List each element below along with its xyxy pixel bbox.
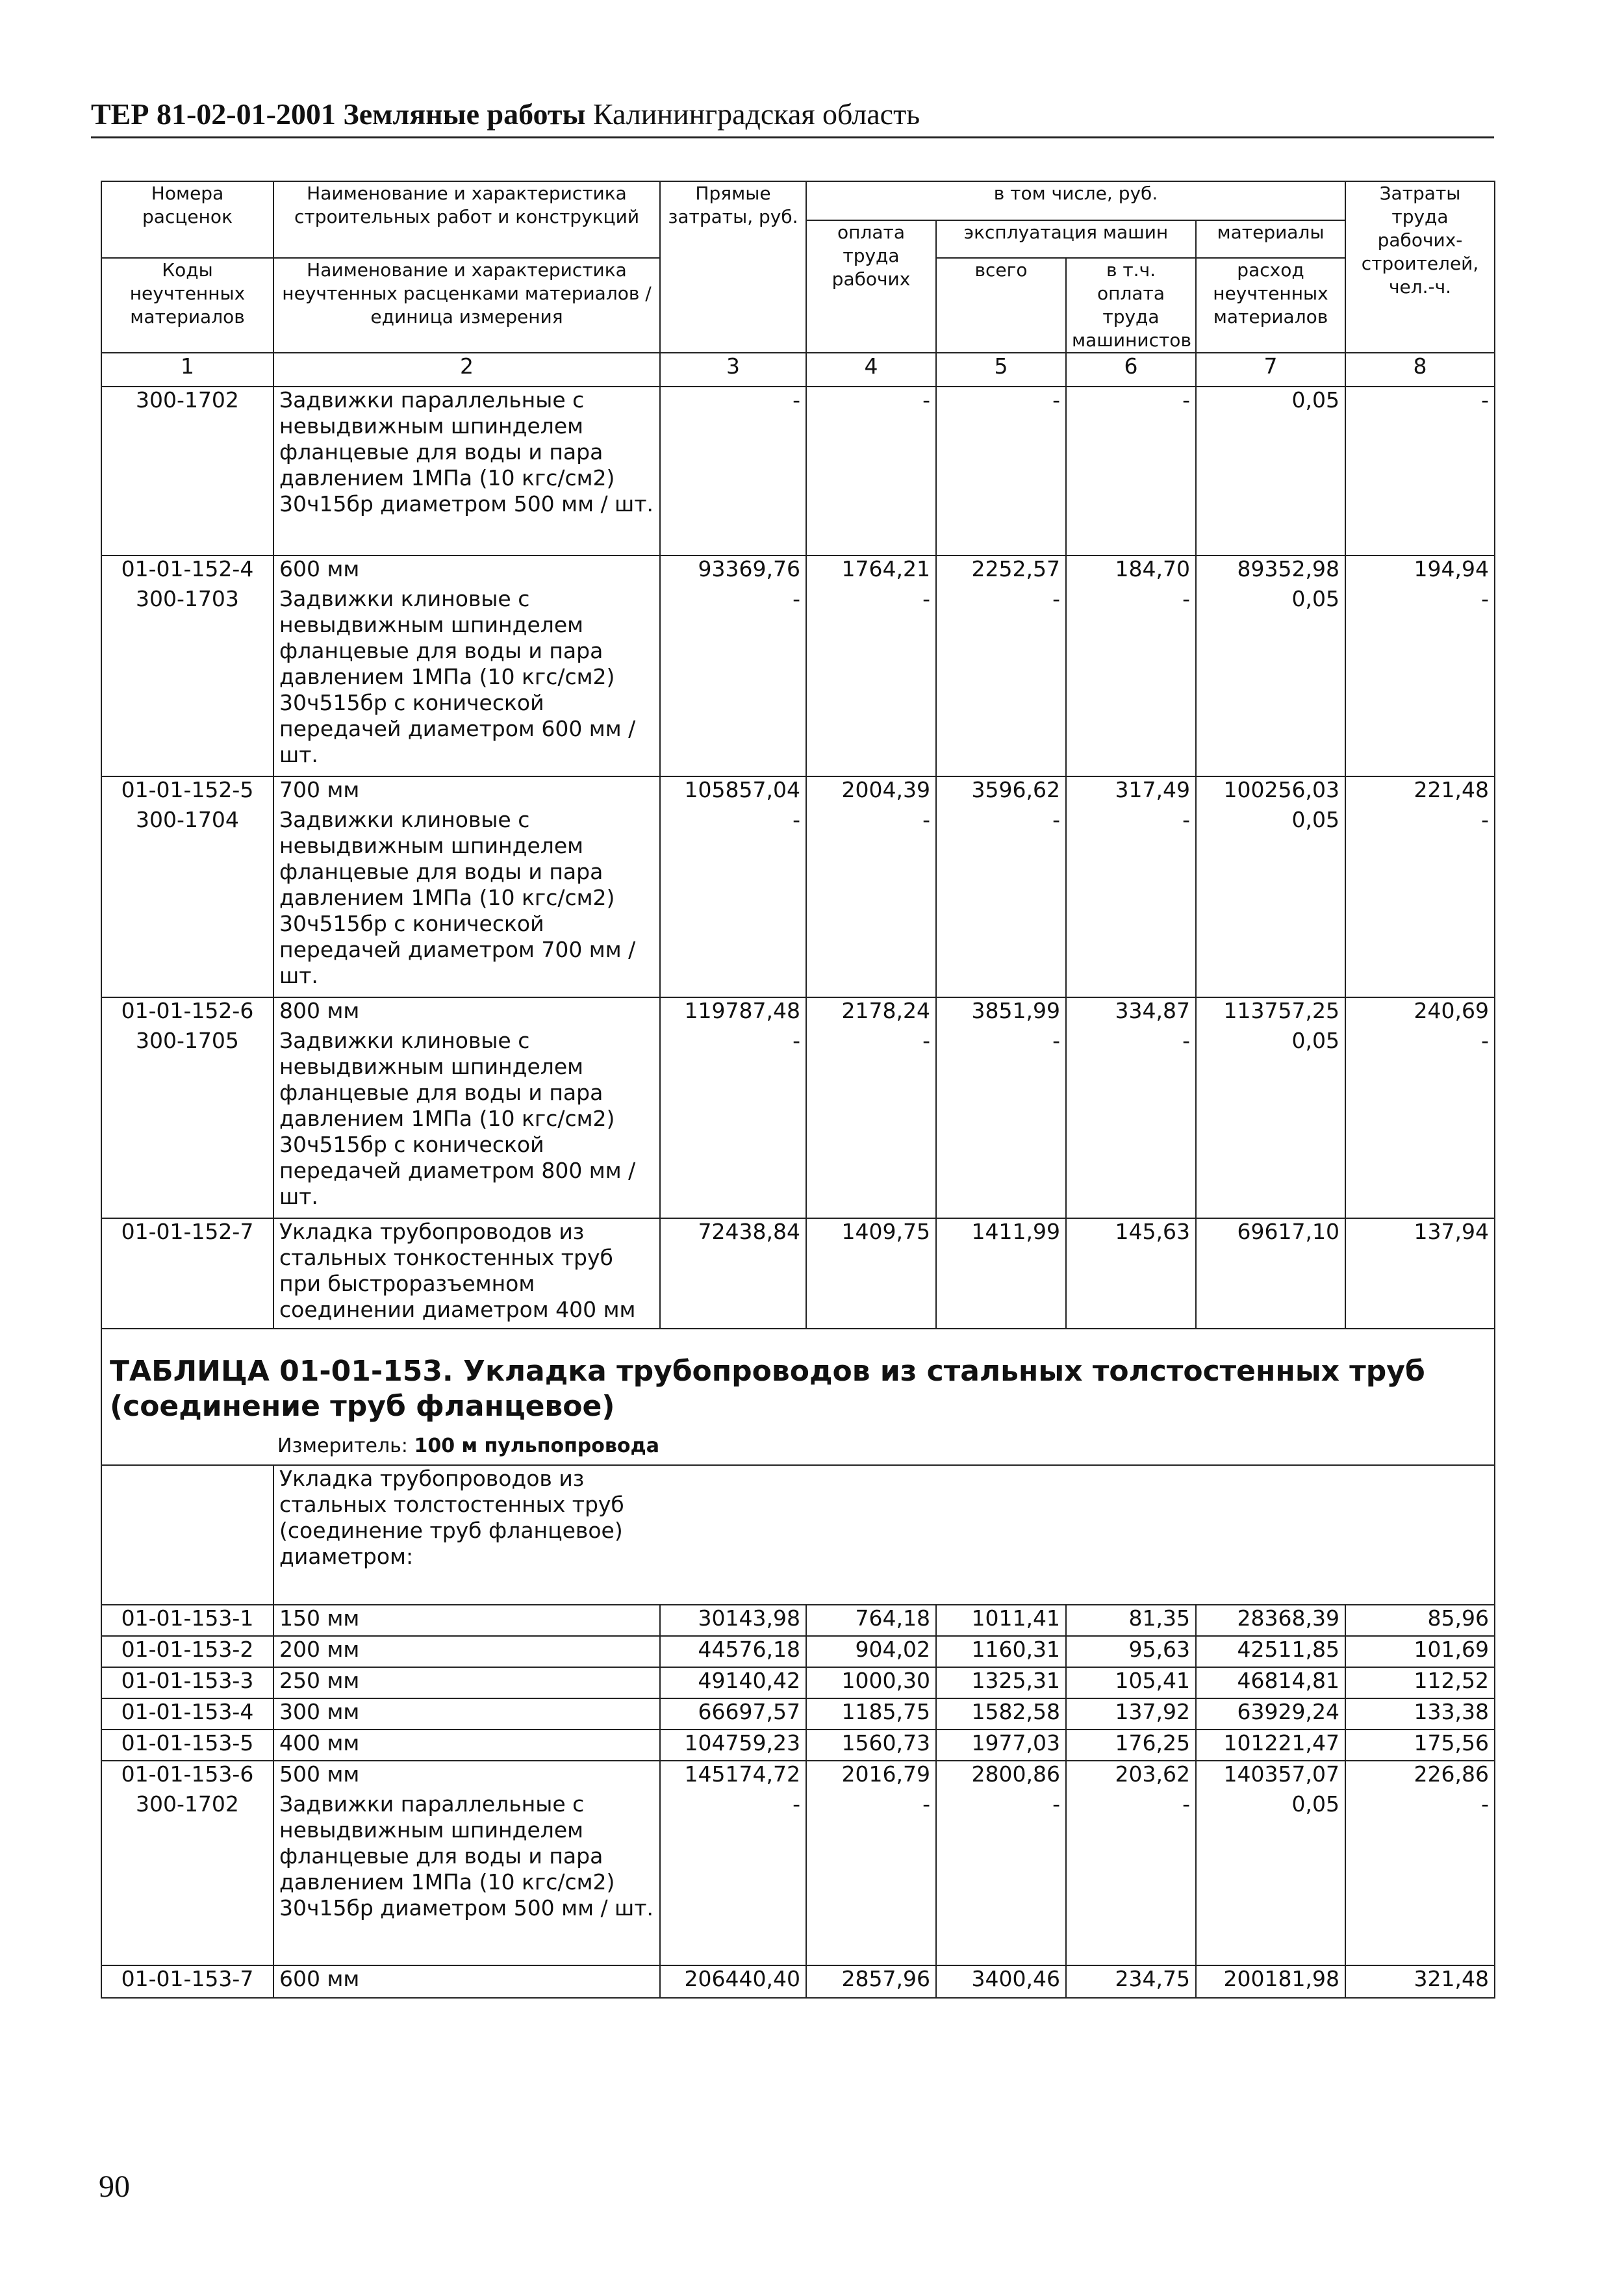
table-title: ТАБЛИЦА 01-01-153. Укладка трубопроводов из стальных толстостенных труб (соединение труб фланцевое) bbox=[110, 1355, 1425, 1423]
header-machines-total: всего bbox=[936, 258, 1066, 353]
value-direct-costs: 206440,40 bbox=[660, 1965, 806, 1998]
value-direct-costs: 105857,04 bbox=[684, 777, 800, 802]
header-material-consumption: расход неучтенных материалов bbox=[1196, 258, 1345, 353]
header-materials: материалы bbox=[1196, 220, 1345, 258]
table-row bbox=[101, 1761, 1495, 1965]
value-direct-costs: - bbox=[793, 586, 800, 611]
column-number: 7 bbox=[1196, 353, 1345, 387]
value-labor-hours: - bbox=[1481, 1791, 1489, 1817]
value-operator-pay: 137,92 bbox=[1066, 1698, 1196, 1730]
header-rate-numbers: Номера расценок bbox=[101, 181, 273, 258]
value-machines-total: - bbox=[1052, 586, 1060, 611]
value-machines-total: 2800,86 bbox=[971, 1761, 1060, 1787]
rate-description: 150 мм bbox=[273, 1605, 660, 1636]
value-machines-total: 1411,99 bbox=[936, 1218, 1066, 1329]
rate-description: 600 мм bbox=[273, 1965, 660, 1998]
value-operator-pay: 317,49 bbox=[1115, 777, 1190, 802]
rate-description: 700 мм bbox=[279, 777, 360, 802]
value-materials: 101221,47 bbox=[1196, 1730, 1345, 1761]
header-material-codes: Коды неучтенных материалов bbox=[101, 258, 273, 353]
value-machines-total: 1325,31 bbox=[936, 1667, 1066, 1698]
value-labor-hours: 194,94 bbox=[1414, 556, 1489, 581]
table-row bbox=[101, 1667, 1495, 1698]
value-materials: 42511,85 bbox=[1196, 1636, 1345, 1667]
page-number: 90 bbox=[99, 2169, 130, 2204]
rate-description: Укладка трубопроводов из стальных тонкостенных труб при быстроразъемном соединении диаметром 400 мм bbox=[273, 1218, 660, 1329]
value-operator-pay: 145,63 bbox=[1066, 1218, 1196, 1329]
value-worker-pay: 1185,75 bbox=[806, 1698, 936, 1730]
value-materials: 113757,25 bbox=[1223, 998, 1339, 1023]
table-row bbox=[101, 997, 1495, 1218]
value-direct-costs: 104759,23 bbox=[660, 1730, 806, 1761]
value-operator-pay: 95,63 bbox=[1066, 1636, 1196, 1667]
value-machines-total: - bbox=[1052, 1791, 1060, 1817]
material-description: Задвижки клиновые с невыдвижным шпинделем фланцевые для воды и пара давлением 1МПа (10 кгс/см2) 30ч515бр с конической передачей диаметром 700 мм / шт. bbox=[279, 807, 636, 988]
value-materials: 0,05 bbox=[1291, 1791, 1339, 1817]
rate-code: 01-01-153-3 bbox=[101, 1667, 273, 1698]
value-labor-hours: 112,52 bbox=[1345, 1667, 1495, 1698]
value-direct-costs: 66697,57 bbox=[660, 1698, 806, 1730]
column-number: 2 bbox=[273, 353, 660, 387]
value-labor-hours: 226,86 bbox=[1414, 1761, 1489, 1787]
header-labor-hours: Затраты труда рабочих-строителей, чел.-ч. bbox=[1345, 181, 1495, 353]
header-worker-pay: оплата труда рабочих bbox=[806, 220, 936, 353]
value-labor-hours: 221,48 bbox=[1414, 777, 1489, 802]
rate-description: 250 мм bbox=[273, 1667, 660, 1698]
column-number: 3 bbox=[660, 353, 806, 387]
value-direct-costs: 145174,72 bbox=[684, 1761, 800, 1787]
material-description: Задвижки параллельные с невыдвижным шпинделем фланцевые для воды и пара давлением 1МПа (10 кгс/см2) 30ч15бр диаметром 500 мм / шт. bbox=[273, 387, 660, 556]
value-operator-pay: - bbox=[1066, 387, 1196, 556]
value-materials: 89352,98 bbox=[1237, 556, 1339, 581]
rate-description: 200 мм bbox=[273, 1636, 660, 1667]
value-machines-total: 1977,03 bbox=[936, 1730, 1066, 1761]
rate-code: 01-01-152-4 bbox=[121, 556, 254, 581]
value-materials: 100256,03 bbox=[1223, 777, 1339, 802]
value-direct-costs: 72438,84 bbox=[660, 1218, 806, 1329]
value-operator-pay: - bbox=[1182, 807, 1190, 832]
header-work-name: Наименование и характеристика строительных работ и конструкций bbox=[273, 181, 660, 258]
value-worker-pay: - bbox=[922, 807, 930, 832]
table-row bbox=[101, 1465, 1495, 1605]
rate-code: 01-01-153-5 bbox=[101, 1730, 273, 1761]
value-operator-pay: - bbox=[1182, 1028, 1190, 1053]
value-direct-costs: - bbox=[793, 807, 800, 832]
header-direct-costs: Прямые затраты, руб. bbox=[660, 181, 806, 353]
material-code: 300-1705 bbox=[136, 1028, 239, 1053]
value-operator-pay: 105,41 bbox=[1066, 1667, 1196, 1698]
measurement-unit bbox=[107, 1424, 1489, 1463]
value-labor-hours: 101,69 bbox=[1345, 1636, 1495, 1667]
meter-value: 100 м пульпопровода bbox=[414, 1435, 659, 1457]
value-materials: 63929,24 bbox=[1196, 1698, 1345, 1730]
rate-code: 01-01-153-1 bbox=[101, 1605, 273, 1636]
value-materials: 0,05 bbox=[1291, 807, 1339, 832]
value-machines-total: 1582,58 bbox=[936, 1698, 1066, 1730]
value-machines-total: 1160,31 bbox=[936, 1636, 1066, 1667]
value-machines-total: 2252,57 bbox=[971, 556, 1060, 581]
material-description: Задвижки клиновые с невыдвижным шпинделем фланцевые для воды и пара давлением 1МПа (10 кгс/см2) 30ч515бр с конической передачей диаметром 600 мм / шт. bbox=[279, 586, 636, 767]
value-labor-hours: 85,96 bbox=[1345, 1605, 1495, 1636]
header-operator-pay: в т.ч. оплата труда машинистов bbox=[1066, 258, 1196, 353]
value-direct-costs: - bbox=[793, 1028, 800, 1053]
table-row bbox=[101, 1730, 1495, 1761]
rate-code: 01-01-153-7 bbox=[101, 1965, 273, 1998]
value-materials: 0,05 bbox=[1196, 387, 1345, 556]
value-machines-total: - bbox=[936, 387, 1066, 556]
header-machines: эксплуатация машин bbox=[936, 220, 1196, 258]
value-machines-total: 3851,99 bbox=[971, 998, 1060, 1023]
rate-code: 01-01-152-6 bbox=[121, 998, 254, 1023]
value-machines-total: - bbox=[1052, 807, 1060, 832]
column-number: 5 bbox=[936, 353, 1066, 387]
value-materials: 28368,39 bbox=[1196, 1605, 1345, 1636]
value-labor-hours: 137,94 bbox=[1345, 1218, 1495, 1329]
table-row bbox=[101, 556, 1495, 776]
rate-description: 500 мм bbox=[279, 1761, 360, 1787]
value-labor-hours: 133,38 bbox=[1345, 1698, 1495, 1730]
value-labor-hours: - bbox=[1345, 387, 1495, 556]
value-labor-hours: 175,56 bbox=[1345, 1730, 1495, 1761]
value-worker-pay: 1000,30 bbox=[806, 1667, 936, 1698]
value-worker-pay: 764,18 bbox=[806, 1605, 936, 1636]
material-description: Задвижки параллельные с невыдвижным шпинделем фланцевые для воды и пара давлением 1МПа (10 кгс/см2) 30ч15бр диаметром 500 мм / шт. bbox=[279, 1791, 653, 1921]
value-materials: 46814,81 bbox=[1196, 1667, 1345, 1698]
document-code: ТЕР 81-02-01-2001 bbox=[91, 97, 336, 131]
material-code: 300-1702 bbox=[101, 387, 273, 556]
value-materials: 0,05 bbox=[1291, 1028, 1339, 1053]
value-worker-pay: 2857,96 bbox=[806, 1965, 936, 1998]
value-worker-pay: 904,02 bbox=[806, 1636, 936, 1667]
value-worker-pay: 2004,39 bbox=[841, 777, 930, 802]
value-direct-costs: 93369,76 bbox=[698, 556, 800, 581]
rate-description: 800 мм bbox=[279, 998, 360, 1023]
value-labor-hours: - bbox=[1481, 1028, 1489, 1053]
value-operator-pay: 176,25 bbox=[1066, 1730, 1196, 1761]
rate-description: 400 мм bbox=[273, 1730, 660, 1761]
column-number: 1 bbox=[101, 353, 273, 387]
rate-code: 01-01-153-6 bbox=[121, 1761, 254, 1787]
value-worker-pay: 1409,75 bbox=[806, 1218, 936, 1329]
value-direct-costs: 30143,98 bbox=[660, 1605, 806, 1636]
value-direct-costs: 49140,42 bbox=[660, 1667, 806, 1698]
rate-code: 01-01-152-7 bbox=[101, 1218, 273, 1329]
section-title-row bbox=[101, 1329, 1495, 1465]
value-worker-pay: - bbox=[922, 586, 930, 611]
value-direct-costs: 44576,18 bbox=[660, 1636, 806, 1667]
value-direct-costs: 119787,48 bbox=[684, 998, 800, 1023]
rate-description: 600 мм bbox=[279, 556, 360, 581]
value-direct-costs: - bbox=[793, 1791, 800, 1817]
material-description: Задвижки клиновые с невыдвижным шпинделем фланцевые для воды и пара давлением 1МПа (10 кгс/см2) 30ч515бр с конической передачей диаметром 800 мм / шт. bbox=[279, 1028, 636, 1209]
value-labor-hours: 321,48 bbox=[1345, 1965, 1495, 1998]
value-materials: 200181,98 bbox=[1196, 1965, 1345, 1998]
value-operator-pay: 334,87 bbox=[1115, 998, 1190, 1023]
group-description: Укладка трубопроводов из стальных толстостенных труб (соединение труб фланцевое) диаметром: bbox=[279, 1466, 624, 1569]
value-operator-pay: 203,62 bbox=[1115, 1761, 1190, 1787]
material-code: 300-1702 bbox=[136, 1791, 239, 1817]
column-number: 8 bbox=[1345, 353, 1495, 387]
material-code: 300-1704 bbox=[136, 807, 239, 832]
rate-description: 300 мм bbox=[273, 1698, 660, 1730]
column-number: 4 bbox=[806, 353, 936, 387]
meter-label: Измеритель: bbox=[277, 1435, 408, 1457]
value-operator-pay: 81,35 bbox=[1066, 1605, 1196, 1636]
value-worker-pay: - bbox=[922, 1028, 930, 1053]
value-machines-total: 3400,46 bbox=[936, 1965, 1066, 1998]
header-including: в том числе, руб. bbox=[806, 181, 1345, 220]
table-row bbox=[101, 1605, 1495, 1636]
document-section: Земляные работы bbox=[343, 97, 586, 131]
value-worker-pay: 2178,24 bbox=[841, 998, 930, 1023]
table-row bbox=[101, 1218, 1495, 1329]
value-machines-total: - bbox=[1052, 1028, 1060, 1053]
value-labor-hours: - bbox=[1481, 807, 1489, 832]
rates-table bbox=[101, 181, 1495, 1999]
rate-code: 01-01-153-2 bbox=[101, 1636, 273, 1667]
value-worker-pay: 1764,21 bbox=[841, 556, 930, 581]
value-materials: 69617,10 bbox=[1196, 1218, 1345, 1329]
header-material-name: Наименование и характеристика неучтенных расценками материалов / единица измерения bbox=[273, 258, 660, 353]
value-operator-pay: - bbox=[1182, 586, 1190, 611]
value-operator-pay: 184,70 bbox=[1115, 556, 1190, 581]
value-worker-pay: - bbox=[922, 1791, 930, 1817]
value-worker-pay: 1560,73 bbox=[806, 1730, 936, 1761]
rate-code: 01-01-153-4 bbox=[101, 1698, 273, 1730]
value-worker-pay: 2016,79 bbox=[841, 1761, 930, 1787]
table-row bbox=[101, 387, 1495, 556]
value-materials: 140357,07 bbox=[1223, 1761, 1339, 1787]
value-direct-costs: - bbox=[660, 387, 806, 556]
table-row bbox=[101, 1698, 1495, 1730]
column-number: 6 bbox=[1066, 353, 1196, 387]
value-machines-total: 1011,41 bbox=[936, 1605, 1066, 1636]
table-row bbox=[101, 776, 1495, 997]
value-operator-pay: - bbox=[1182, 1791, 1190, 1817]
value-materials: 0,05 bbox=[1291, 586, 1339, 611]
page-header bbox=[91, 96, 1494, 138]
value-worker-pay: - bbox=[806, 387, 936, 556]
document-region: Калининградская область bbox=[592, 97, 920, 131]
table-row bbox=[101, 1965, 1495, 1998]
value-labor-hours: - bbox=[1481, 586, 1489, 611]
table-row bbox=[101, 1636, 1495, 1667]
material-code: 300-1703 bbox=[136, 586, 239, 611]
value-operator-pay: 234,75 bbox=[1066, 1965, 1196, 1998]
column-numbers-row bbox=[101, 353, 1495, 387]
value-labor-hours: 240,69 bbox=[1414, 998, 1489, 1023]
rate-code: 01-01-152-5 bbox=[121, 777, 254, 802]
value-machines-total: 3596,62 bbox=[971, 777, 1060, 802]
